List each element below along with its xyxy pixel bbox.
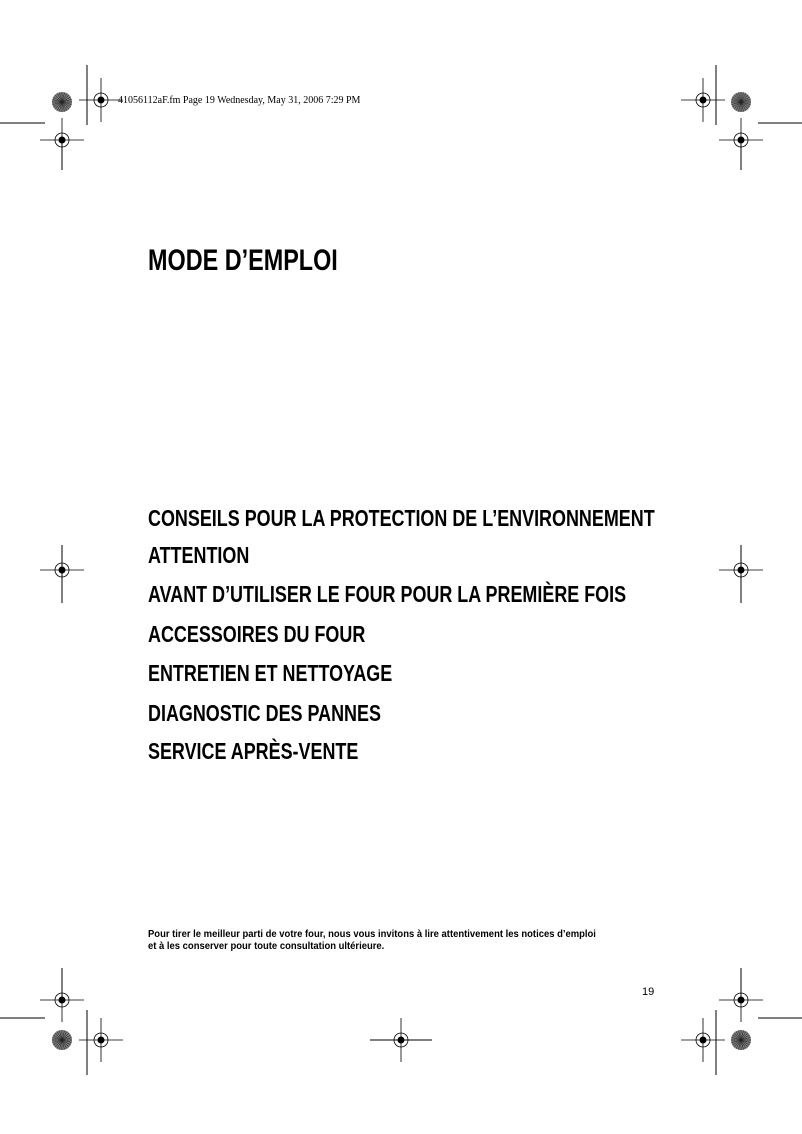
page-number: 19 [642, 986, 655, 998]
registration-mark-icon [98, 97, 105, 104]
registration-mark-icon [700, 1037, 707, 1044]
section-heading: SERVICE APRÈS-VENTE [148, 738, 359, 764]
section-heading: ENTRETIEN ET NETTOYAGE [148, 660, 393, 686]
intro-note-line-2: et à les conserver pour toute consultation ultérieure. [148, 940, 385, 952]
section-heading: ACCESSOIRES DU FOUR [148, 621, 366, 647]
section-heading: DIAGNOSTIC DES PANNES [148, 700, 381, 726]
registration-mark-icon [98, 1037, 105, 1044]
print-header-file-info: 41056112aF.fm Page 19 Wednesday, May 31, 2006 7:29 PM [118, 95, 361, 106]
page-title: MODE D’EMPLOI [148, 244, 338, 277]
section-heading: ATTENTION [148, 542, 250, 568]
section-heading: CONSEILS POUR LA PROTECTION DE L’ENVIRONNEMENT [148, 505, 655, 531]
intro-note-line-1: Pour tirer le meilleur parti de votre four, nous vous invitons à lire attentivement les notices d’emploi [148, 928, 596, 940]
section-heading: AVANT D’UTILISER LE FOUR POUR LA PREMIÈRE FOIS [148, 581, 627, 607]
registration-mark-icon [700, 97, 707, 104]
